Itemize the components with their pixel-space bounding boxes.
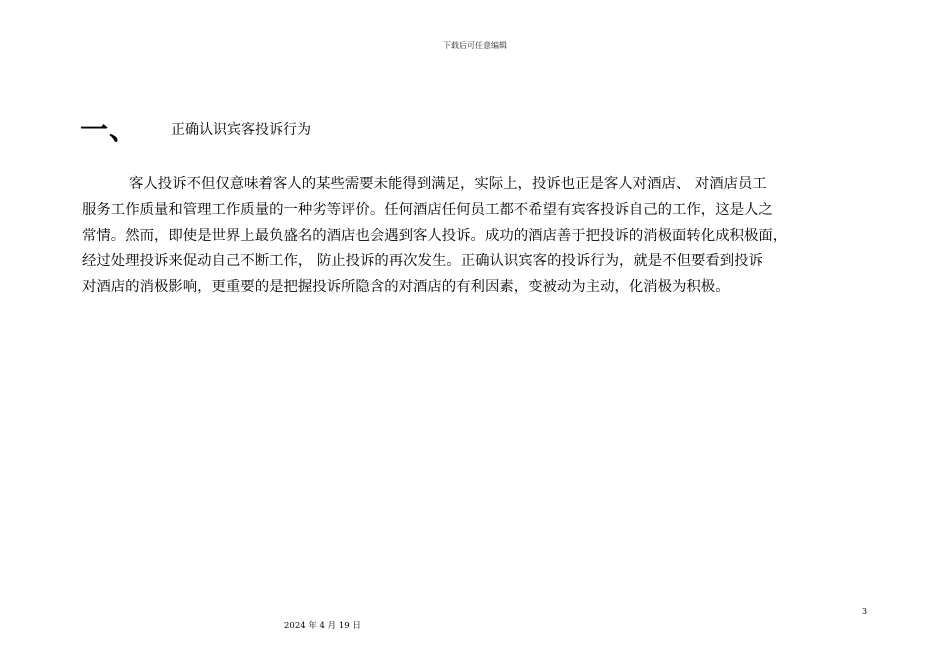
page-number: 3 [862, 607, 868, 616]
paragraph-line: 客人投诉不但仅意味着客人的某些需要未能得到满足，实际上，投诉也正是客人对酒店、 对酒店员工 [129, 176, 767, 192]
section-number: 一、 [80, 113, 139, 146]
paragraph-line: 服务工作质量和管理工作质量的一种劣等评价。任何酒店任何员工都不希望有宾客投诉自己的工作，这是人之 [82, 201, 773, 218]
section-heading [80, 114, 311, 146]
paragraph-line: 对酒店的消极影响，更重要的是把握投诉所隐含的对酒店的有利因素，变被动为主动，化消极为积极。 [82, 279, 730, 296]
body-paragraph [82, 172, 880, 301]
paragraph-line: 经过处理投诉来促动自己不断工作， 防止投诉的再次发生。正确认识宾客的投诉行为，就是不但要看到投诉 [82, 253, 763, 270]
header-note: 下载后可任意编辑 [443, 41, 507, 50]
paragraph-line: 常情。然而，即使是世界上最负盛名的酒店也会遇到客人投诉。成功的酒店善于把投诉的消极面转化成积极面， [82, 227, 788, 244]
footer-date: 2024 年 4 月 19 日 [284, 621, 361, 631]
section-title: 正确认识宾客投诉行为 [171, 122, 312, 138]
